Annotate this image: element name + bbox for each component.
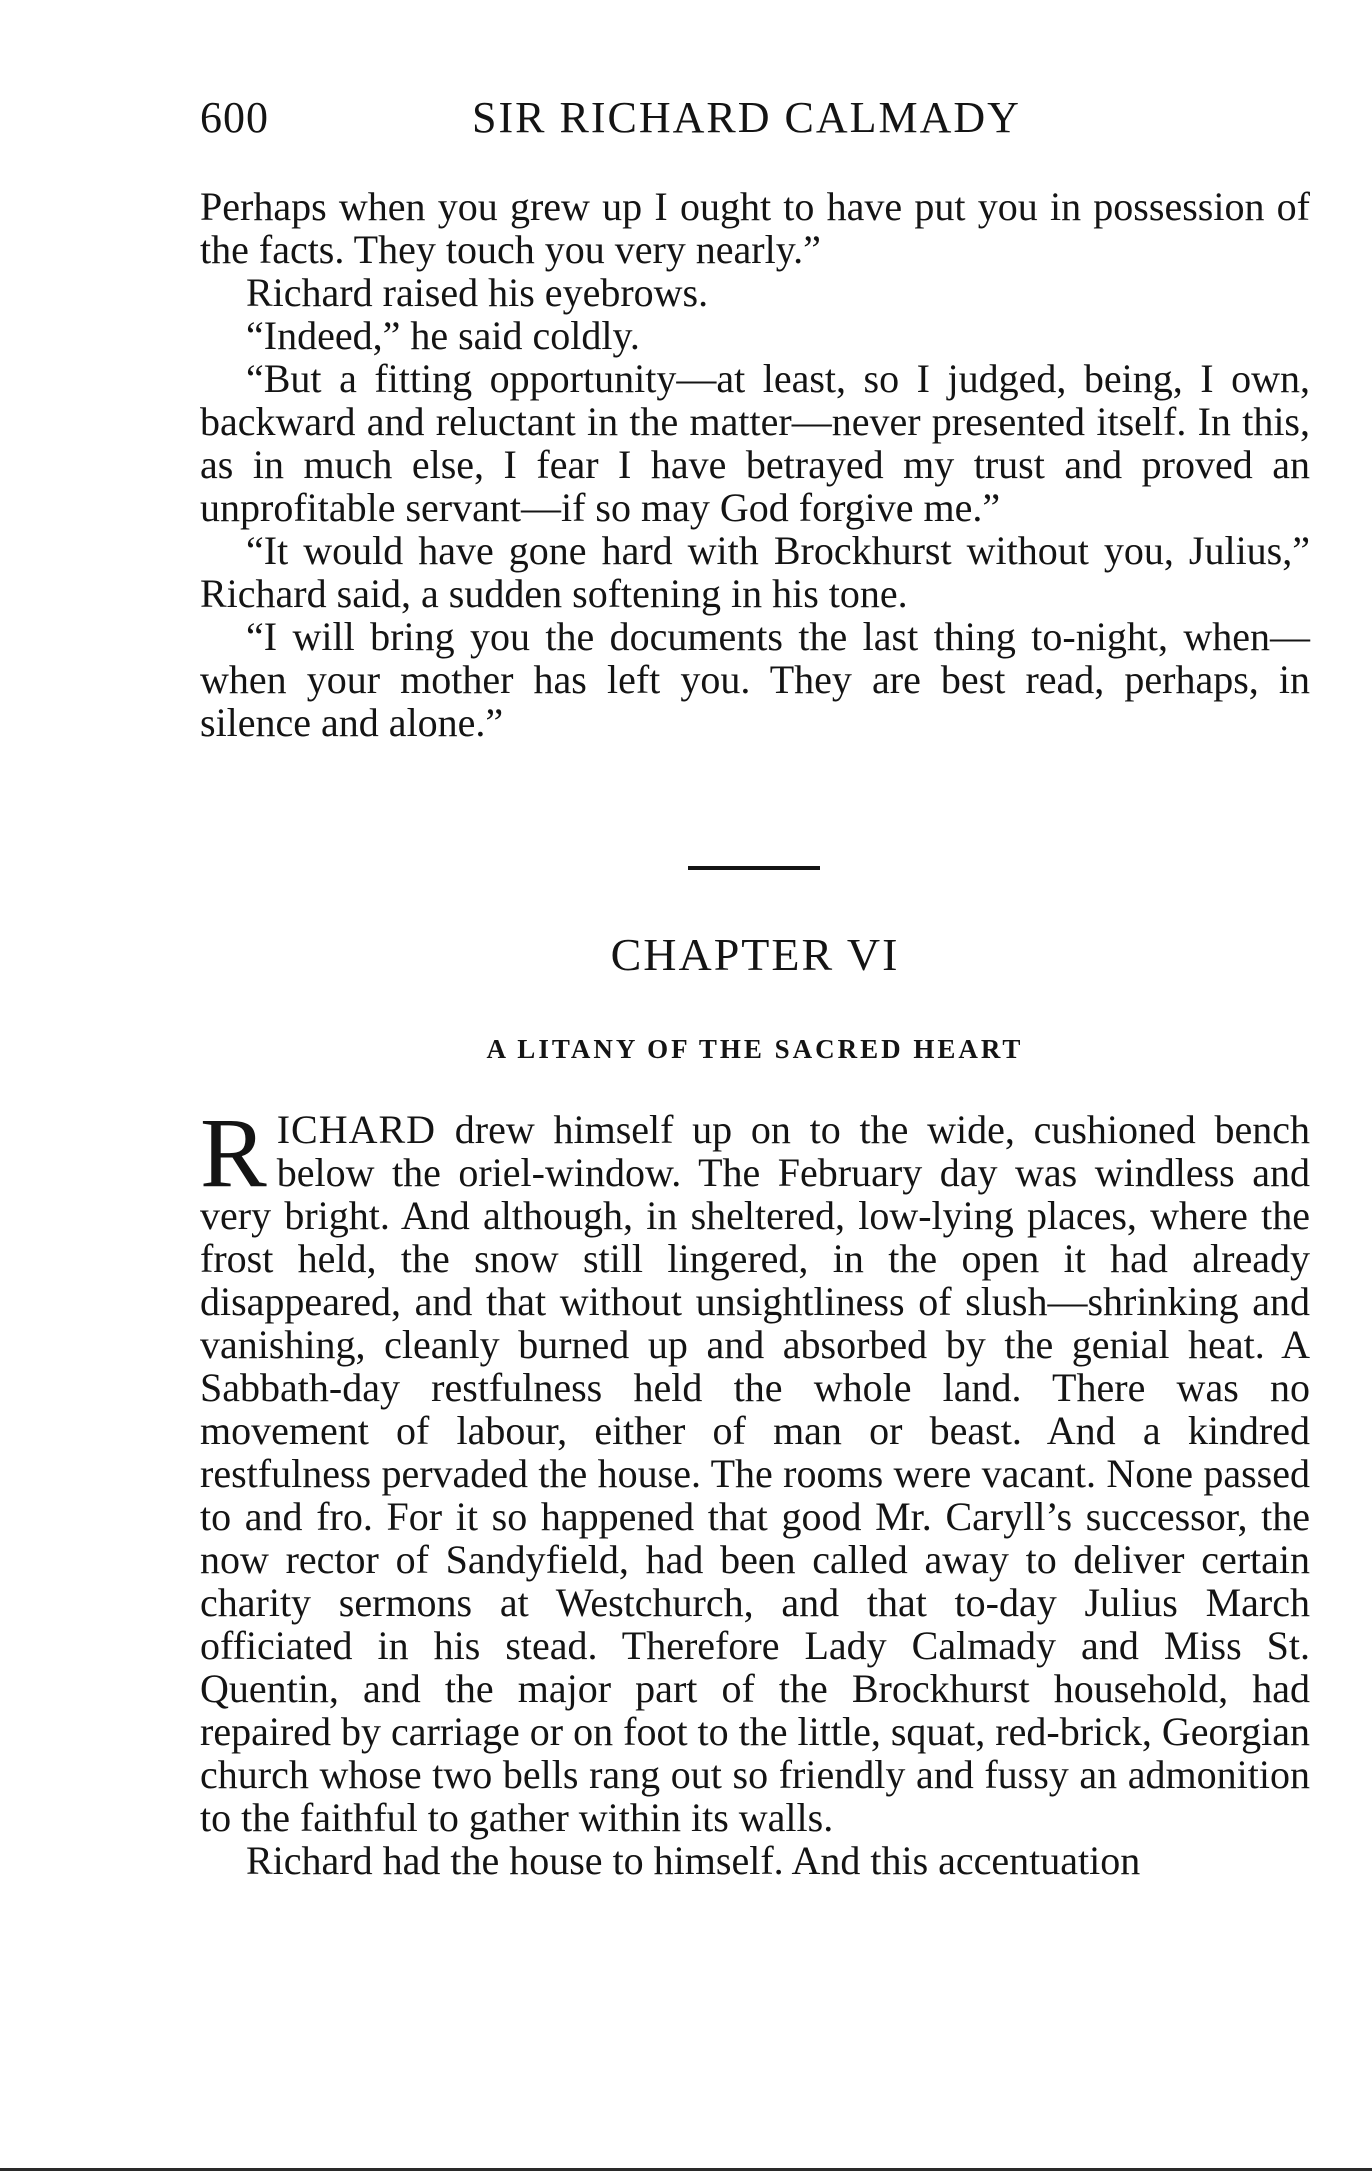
chapter-first-paragraph	[200, 1097, 1310, 1840]
paragraph: “Indeed,” he said coldly.	[246, 313, 640, 358]
paragraph: “It would have gone hard with Brockhurst without you, Julius,” Richard said, a sudden softening in his tone.	[200, 528, 1310, 616]
first-word-small-caps: ICHARD	[276, 1107, 437, 1152]
paragraph: Richard raised his eyebrows.	[246, 270, 709, 315]
paragraph-text: drew himself up on to the wide, cushioned bench below the oriel-window. The February day was windless and very bright. And although, in sheltered, low-lying places, where the frost held, the snow still lingered, in the open it had already disappeared, and that without unsightliness of slush—shrinking and vanishing, cleanly burned up and absorbed by the genial heat. A Sabbath-day restfulness held the whole land. There was no movement of labour, either of man or beast. And a kindred restfulness pervaded the house. The rooms were vacant. None passed to and fro. For it so happened that good Mr. Caryll’s successor, the now rector of Sandyfield, had been called away to deliver certain charity sermons at Westchurch, and that to-day Julius March officiated in his stead. Therefore Lady Calmady and Miss St. Quentin, and the major part of the Brockhurst household, had repaired by carriage or on foot to the little, squat, red-brick, Georgian church whose two bells rang out so friendly and fussy an admonition to the faithful to gather within its walls.	[200, 1107, 1310, 1840]
drop-cap: R	[200, 1097, 267, 1208]
section-divider	[688, 866, 820, 870]
paragraph: “I will bring you the documents the last thing to-night, when—when your mother has left you. They are best read, perhaps, in silence and alone.”	[200, 614, 1310, 745]
running-title: SIR RICHARD CALMADY	[472, 93, 1021, 142]
chapter-text-block	[200, 1097, 1310, 1883]
chapter-title: CHAPTER VI	[610, 929, 900, 980]
chapter-subtitle: A LITANY OF THE SACRED HEART	[486, 1034, 1024, 1064]
page-header	[200, 92, 1310, 152]
page-bottom-edge	[0, 2168, 1372, 2171]
paragraph: “But a fitting opportunity—at least, so I judged, being, I own, backward and reluctant in the matter—never presented itself. In this, as in much else, I fear I have betrayed my trust and proved an unprofitable servant—if so may God forgive me.”	[200, 356, 1310, 530]
page-number: 600	[200, 93, 269, 142]
top-text-block	[200, 185, 1310, 744]
paragraph: Perhaps when you grew up I ought to have put you in possession of the facts. They touch you very nearly.”	[200, 184, 1310, 272]
paragraph: Richard had the house to himself. And this accentuation	[246, 1838, 1141, 1883]
